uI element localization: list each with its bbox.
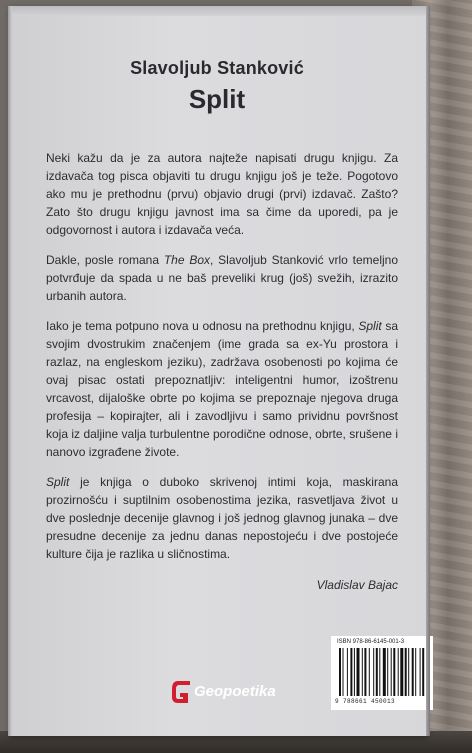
barcode-bar [343,648,344,696]
barcode-bar [350,648,352,696]
barcode-bar [400,648,403,696]
barcode-bar [393,648,395,696]
barcode-bar [412,648,414,696]
barcode-bar [383,648,386,696]
barcode-bar [391,648,392,696]
geopoetika-logo-icon [168,677,198,707]
blurb-paragraph: Dakle, posle romana The Box, Slavoljub Stanković vrlo temeljno potvrđuje da spada u ne baš preveliki krug (još) svežih, izrazito urbanih autora. [46,253,398,303]
book-back-cover [8,6,426,736]
barcode-bar [398,648,399,696]
barcode-bar [387,648,388,696]
blurb-text [46,149,398,575]
barcode-bar [347,648,348,696]
barcode-bar [362,648,363,696]
barcode-bar [364,648,366,696]
barcode-bar [376,648,378,696]
publisher-logo [168,677,276,707]
isbn-text: ISBN 978-86-6145-001-3 [337,639,405,645]
book-page-edge [426,6,430,736]
barcode-bar [405,648,407,696]
author-name: Slavoljub Stanković [130,58,304,78]
barcode-bar [369,648,370,696]
barcode-bar [420,648,421,696]
blurb-signature: Vladislav Bajac [316,578,398,592]
blurb-paragraph: Neki kažu da je za autora najteže napisati drugu knjigu. Za izdavača tog pisca objaviti tu drugu knjigu još je teže. Pogotovo ako mu je prethodnu (prvu) objavio drugi (prvi) izdavač. Zašto? Zato što drugu knjigu javnost ima sa čime da uporedi, pa je odgovornost i autora i izdavača veća. [46,151,398,237]
book-top-edge [8,6,426,16]
barcode-bar [422,648,424,696]
barcode-bar [339,648,341,696]
barcode-icon [337,648,427,698]
blurb-paragraph: Split je knjiga o duboko skrivenoj intimi koja, maskirana prozirnošću i suptilnim osobenostima jezika, rasvetljava život u dve poslednje decenije glavnog i još jednog glavnog junaka – dve presudne decenije za jednu danas nepostojeću i dve postojeće kulture čija je razlika u sličnostima. [46,475,398,561]
barcode-bar [354,648,355,696]
barcode-digits: 9 788661 450013 [335,698,396,705]
book-spine-edge [8,6,12,736]
blurb-paragraph: Iako je tema potpuno nova u odnosu na prethodnu knjigu, Split sa svojim dvostrukim značenjem (ime grada sa ex-Yu prostora i razlaz, na engleskom jeziku), zadržava osobenosti po kojima će ovaj pisac ostati prepoznatljiv: inteligentni humor, izoštrenu vrcavost, dijaloške obrte po kojima se prepoznaje njegova druga profesija – kopirajter, ali i zavodljivu i samo prividnu površnost koja iz daljine valja turbulentne porodične odnose, obrte, srušene i nanovo izgrađene živote. [46,319,399,459]
barcode-bar [357,648,360,696]
barcode-label [331,636,433,710]
barcode-bar [415,648,416,696]
barcode-bar [373,648,374,696]
barcode-bar [408,648,409,696]
barcode-bar [379,648,380,696]
publisher-name: Geopoetika [194,683,276,700]
book-title: Split [188,84,246,114]
